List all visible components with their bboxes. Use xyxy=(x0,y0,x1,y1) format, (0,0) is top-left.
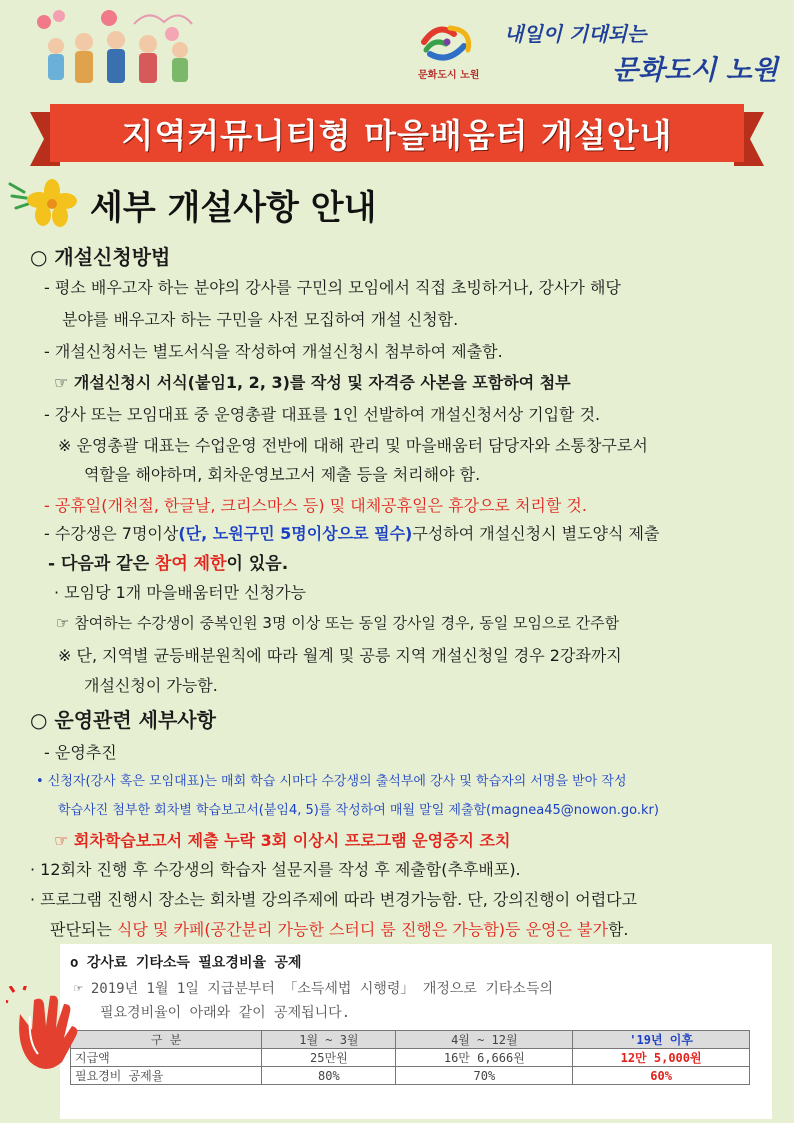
text-line: - 개설신청서는 별도서식을 작성하여 개설신청시 첨부하여 제출함. xyxy=(44,342,503,361)
table-cell: 60% xyxy=(573,1067,750,1085)
nowon-logo xyxy=(416,14,786,88)
text-line: · 12회차 진행 후 수강생의 학습자 설문지를 작성 후 제출함(추후배포). xyxy=(30,860,521,879)
subsection-heading-application: ○ 개설신청방법 xyxy=(30,245,171,269)
text-line: - 강사 또는 모임대표 중 운영총괄 대표를 1인 선발하여 개설신청서상 기입할 것. xyxy=(44,405,601,424)
text-line-warning: ☞ 회차학습보고서 제출 누락 3회 이상시 프로그램 운영중지 조치 xyxy=(54,831,511,850)
table-header-cell: 1월 ~ 3월 xyxy=(262,1031,396,1049)
text-span: 구성하여 개설신청시 별도양식 제출 xyxy=(412,524,660,543)
table-cell: 12만 5,000원 xyxy=(573,1049,750,1067)
logo-caption: 문화도시 노원 xyxy=(418,70,480,81)
table-header-row xyxy=(71,1031,750,1049)
text-line-holiday-note: - 공휴일(개천절, 한글날, 크리스마스 등) 및 대체공휴일은 휴강으로 처리할 것. xyxy=(44,496,587,515)
text-line: ※ 운영총괄 대표는 수업운영 전반에 대해 관리 및 마을배움터 담당자와 소통창구로서 xyxy=(58,436,648,455)
nowon-logo-icon xyxy=(420,20,478,64)
table-header-cell: '19년 이후 xyxy=(573,1031,750,1049)
text-line: · 프로그램 진행시 장소는 회차별 강의주제에 따라 변경가능함. 단, 강의진행이 어렵다고 xyxy=(30,890,638,909)
table-cell: 16만 6,666원 xyxy=(396,1049,573,1067)
table-cell: 지급액 xyxy=(71,1049,262,1067)
text-line-restrictions xyxy=(48,549,288,574)
table-header-cell: 4월 ~ 12월 xyxy=(396,1031,573,1049)
banner-title: 지역커뮤니티형 마을배움터 개설안내 xyxy=(121,116,673,155)
text-line: · 모임당 1개 마을배움터만 신청가능 xyxy=(54,583,306,602)
table-row xyxy=(71,1067,750,1085)
subsection-heading-operation: ○ 운영관련 세부사항 xyxy=(30,708,216,732)
text-line: 개설신청이 가능함. xyxy=(84,676,218,695)
text-span-highlight: (단, 노원구민 5명이상으로 필수) xyxy=(178,524,413,543)
fee-box-line-2: 필요경비율이 아래와 같이 공제됩니다. xyxy=(100,1005,351,1021)
table-cell: 80% xyxy=(262,1067,396,1085)
text-span: - 수강생은 7명이상 xyxy=(44,524,179,543)
text-line-attachment-note: ☞ 개설신청시 서식(붙임1, 2, 3)를 작성 및 자격증 사본을 포함하여 첨부 xyxy=(54,373,571,392)
text-span: 판단되는 xyxy=(50,920,117,939)
text-span-highlight: 식당 및 카페(공간분리 가능한 스터디 룸 진행은 가능함)등 운영은 불가 xyxy=(116,920,608,939)
fee-box-title: o 강사료 기타소득 필요경비율 공제 xyxy=(70,955,302,971)
fee-table xyxy=(70,1030,750,1085)
table-cell: 필요경비 공제율 xyxy=(71,1067,262,1085)
slogan-line-2: 문화도시 노원 xyxy=(612,55,778,86)
flower-icon xyxy=(6,174,82,232)
text-span-highlight: 참여 제한 xyxy=(154,554,227,574)
text-line: 역할을 해야하며, 회차운영보고서 제출 등을 처리해야 함. xyxy=(84,465,481,484)
text-line-venue xyxy=(50,917,629,940)
text-line: - 운영추진 xyxy=(44,743,117,762)
text-span: - 다음과 같은 xyxy=(48,554,155,574)
table-cell: 70% xyxy=(396,1067,573,1085)
text-line: ☞ 참여하는 수강생이 중복인원 3명 이상 또는 동일 강사일 경우, 동일 모임으로 간주함 xyxy=(56,614,620,632)
text-line: ※ 단, 지역별 균등배분원칙에 따라 월계 및 공릉 지역 개설신청일 경우 2강좌까지 xyxy=(58,646,622,665)
section-title: 세부 개설사항 안내 xyxy=(90,188,377,228)
title-banner xyxy=(30,96,764,170)
clapping-hands-icon xyxy=(6,986,86,1072)
text-line-students xyxy=(44,521,659,544)
text-span: 이 있음. xyxy=(226,554,289,574)
fee-deduction-box xyxy=(60,944,772,1119)
fee-box-line-1: ☞ 2019년 1월 1일 지급분부터 「소득세법 시행령」 개정으로 기타소득의 xyxy=(74,981,554,997)
slogan-line-1: 내일이 기대되는 xyxy=(504,22,647,46)
table-cell: 25만원 xyxy=(262,1049,396,1067)
text-line: 분야를 배우고자 하는 구민을 사전 모집하여 개설 신청함. xyxy=(62,310,459,329)
text-span: 함. xyxy=(607,920,629,939)
table-header-cell: 구 분 xyxy=(71,1031,262,1049)
text-line: 학습사진 첨부한 회차별 학습보고서(붙임4, 5)를 작성하여 매월 말일 제출함(magnea45@nowon.go.kr) xyxy=(58,803,659,818)
text-line: • 신청자(강사 혹은 모임대표)는 매회 학습 시마다 수강생의 출석부에 강사 및 학습자의 서명을 받아 작성 xyxy=(36,774,627,789)
people-illustration-icon xyxy=(14,4,214,94)
table-row xyxy=(71,1049,750,1067)
text-line: - 평소 배우고자 하는 분야의 강사를 구민의 모임에서 직접 초빙하거나, 강사가 해당 xyxy=(44,278,621,297)
